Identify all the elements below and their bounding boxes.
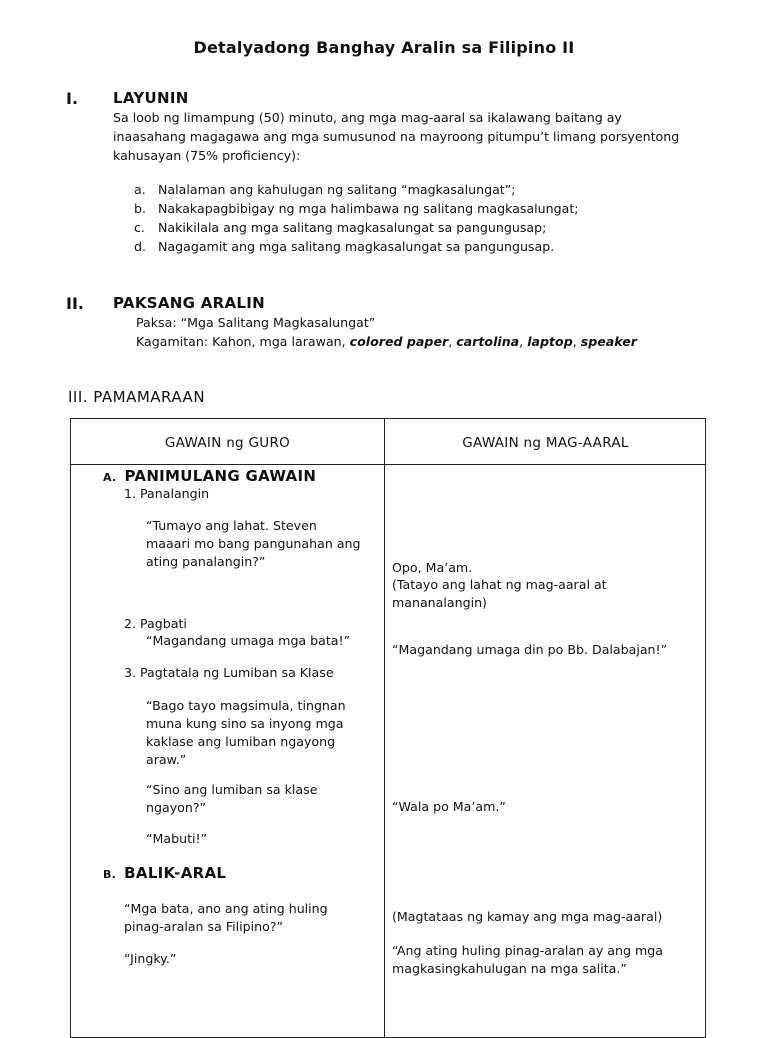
part-a-heading <box>103 467 316 485</box>
part-a-title: PANIMULANG GAWAIN <box>124 467 317 485</box>
guro-text: “Sino ang lumiban sa klase <box>146 782 318 797</box>
objective-marker: d. <box>134 239 146 254</box>
guro-text: kaklase ang lumiban ngayong <box>146 734 336 749</box>
guro-text: maaari mo bang pangunahan ang <box>146 536 361 551</box>
part-b-title: BALIK-ARAL <box>124 864 227 882</box>
header-divider <box>71 464 705 465</box>
objective-item <box>134 180 579 199</box>
intro-line: Sa loob ng limampung (50) minuto, ang mga mag-aaral sa ikalawang baitang ay <box>113 110 622 125</box>
guro-text: “Mabuti!” <box>146 831 208 846</box>
part-b-heading <box>103 864 226 882</box>
mag-aaral-text: “Wala po Ma’am.” <box>392 799 506 814</box>
section2-title: PAKSANG ARALIN <box>113 294 266 312</box>
objective-text: Nakikilala ang mga salitang magkasalungat sa pangungusap; <box>158 220 547 235</box>
mag-aaral-text: (Tatayo ang lahat ng mag-aaral at <box>392 577 607 592</box>
mag-aaral-text: (Magtataas ng kamay ang mga mag-aaral) <box>392 909 663 924</box>
section1-number: I. <box>66 89 79 108</box>
guro-text: araw.” <box>146 752 187 767</box>
kagamitan-item: speaker <box>580 334 637 349</box>
guro-text: ngayon?” <box>146 800 207 815</box>
mag-aaral-text: magkasingkahulugan na mga salita.” <box>392 961 627 976</box>
objective-item <box>134 199 579 218</box>
guro-text: “Tumayo ang lahat. Steven <box>146 518 317 533</box>
mag-aaral-text: mananalangin) <box>392 595 487 610</box>
kagamitan-prefix: Kagamitan: Kahon, mga larawan, <box>136 334 346 349</box>
guro-text: “Bago tayo magsimula, tingnan <box>146 698 346 713</box>
objective-marker: a. <box>134 182 146 197</box>
procedure-table <box>70 418 706 1038</box>
section1-title: LAYUNIN <box>113 89 189 107</box>
kagamitan-line: Kagamitan: Kahon, mga larawan, colored paper, cartolina, laptop, speaker <box>136 334 637 349</box>
part-a-letter: A. <box>103 471 117 484</box>
guro-text: 1. Panalangin <box>124 486 210 501</box>
guro-text: “Mga bata, ano ang ating huling <box>124 901 328 916</box>
objective-marker: c. <box>134 220 145 235</box>
objective-text: Nakakapagbibigay ng mga halimbawa ng salitang magkasalungat; <box>158 201 579 216</box>
kagamitan-item: colored paper <box>349 334 449 349</box>
intro-line: kahusayan (75% proficiency): <box>113 148 301 163</box>
guro-text: ating panalangin?” <box>146 554 266 569</box>
section3-title: III. PAMAMARAAN <box>68 388 206 406</box>
guro-text: “Magandang umaga mga bata!” <box>146 633 351 648</box>
section2-number: II. <box>66 294 84 313</box>
objective-item <box>134 237 579 256</box>
mag-aaral-text: “Magandang umaga din po Bb. Dalabajan!” <box>392 642 668 657</box>
col1-header: GAWAIN ng GURO <box>164 435 291 451</box>
objectives-list <box>134 180 579 256</box>
kagamitan-item: cartolina <box>456 334 520 349</box>
guro-text: 2. Pagbati <box>124 616 187 631</box>
kagamitan-item: laptop <box>527 334 573 349</box>
guro-text: 3. Pagtatala ng Lumiban sa Klase <box>124 665 334 680</box>
section1-intro <box>113 108 679 165</box>
part-b-letter: B. <box>103 868 117 881</box>
objective-text: Nalalaman ang kahulugan ng salitang “magkasalungat”; <box>158 182 516 197</box>
objective-text: Nagagamit ang mga salitang magkasalungat sa pangungusap. <box>158 239 555 254</box>
objective-item <box>134 218 579 237</box>
column-divider <box>384 419 385 1037</box>
intro-line: inaasahang magagawa ang mga sumusunod na mayroong pitumpu’t limang porsyentong <box>113 129 680 144</box>
col2-header: GAWAIN ng MAG-AARAL <box>462 435 629 451</box>
guro-text: “Jingky.” <box>124 951 177 966</box>
objective-marker: b. <box>134 201 146 216</box>
document-title: Detalyadong Banghay Aralin sa Filipino II <box>193 38 575 57</box>
mag-aaral-text: “Ang ating huling pinag-aralan ay ang mga <box>392 943 663 958</box>
paksa-line: Paksa: “Mga Salitang Magkasalungat” <box>136 315 376 330</box>
mag-aaral-text: Opo, Ma’am. <box>392 560 473 575</box>
guro-text: pinag-aralan sa Filipino?” <box>124 919 284 934</box>
guro-text: muna kung sino sa inyong mga <box>146 716 344 731</box>
